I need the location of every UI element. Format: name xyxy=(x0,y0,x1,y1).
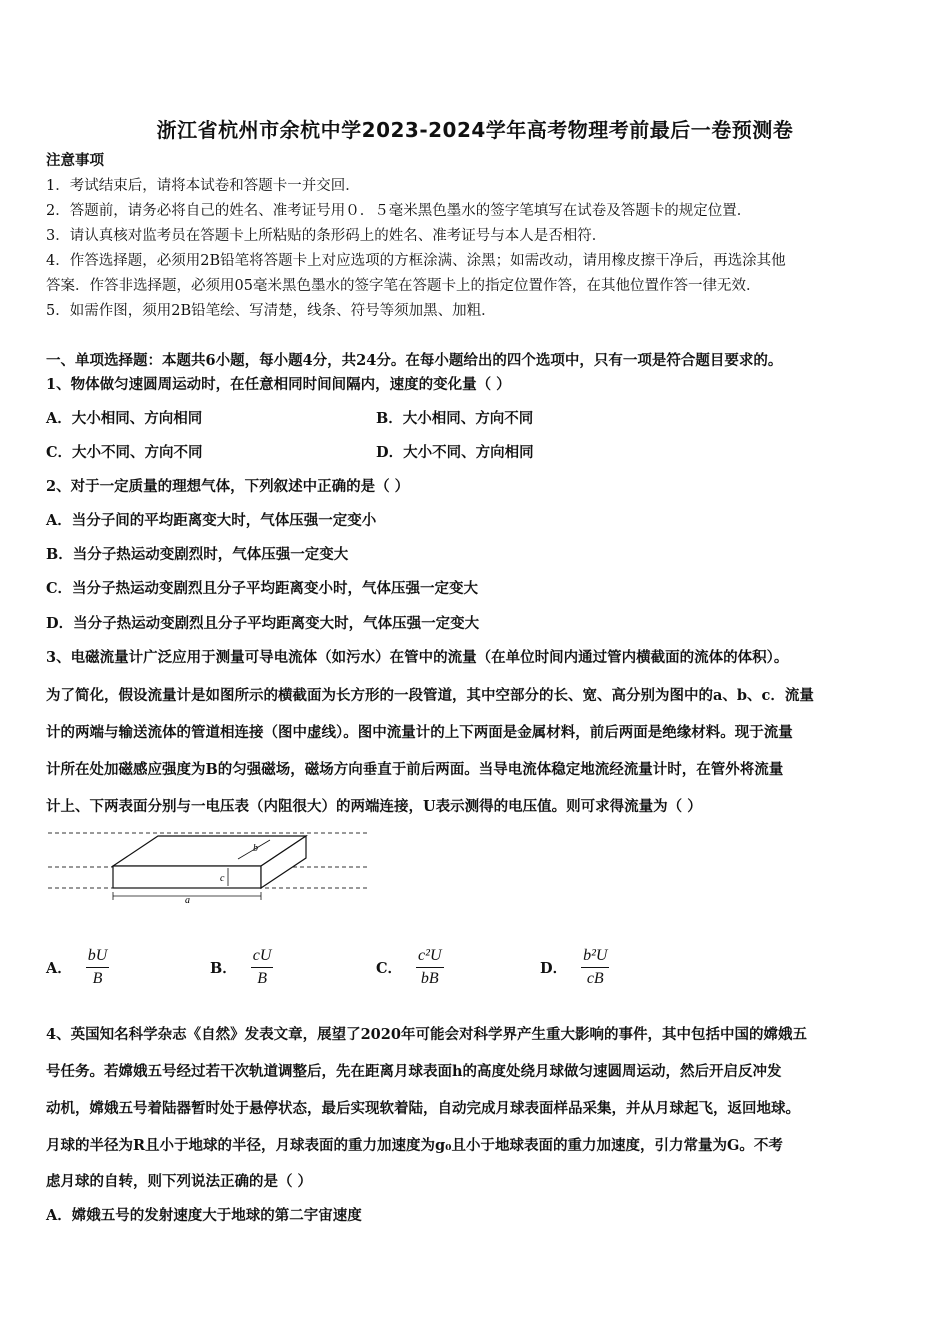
option-fraction xyxy=(251,947,274,988)
box-front-face xyxy=(113,866,261,888)
fraction-denominator: B xyxy=(257,969,267,987)
question-3-option-b xyxy=(210,942,273,992)
question-2-option-a: A．当分子间的平均距离变大时，气体压强一定变小 xyxy=(46,512,377,529)
dimension-a-label: a xyxy=(185,895,190,904)
notice-item: 答案．作答非选择题，必须用05毫米黑色墨水的签字笔在答题卡上的指定位置作答，在其他位置作答一律无效． xyxy=(46,278,761,294)
question-4-line: 号任务。若嫦娥五号经过若干次轨道调整后，先在距离月球表面h的高度处绕月球做匀速圆周运动，然后开启反冲发 xyxy=(46,1063,782,1080)
question-4-line: 动机，嫦娥五号着陆器暂时处于悬停状态，最后实现软着陆，自动完成月球表面样品采集，并从月球起飞，返回地球。 xyxy=(46,1100,800,1117)
question-1-option-a: A．大小相同、方向相同 xyxy=(46,410,203,427)
option-label: A． xyxy=(46,959,72,977)
option-fraction xyxy=(416,947,443,988)
question-4-line: 4、英国知名科学杂志《自然》发表文章，展望了2020年可能会对科学界产生重大影响的事件，其中包括中国的嫦娥五 xyxy=(46,1026,807,1043)
fraction-denominator: cB xyxy=(586,969,604,987)
option-fraction xyxy=(86,947,110,988)
question-1-option-d: D．大小不同、方向相同 xyxy=(376,444,534,461)
fraction-numerator: bU xyxy=(86,947,110,968)
notice-item: 2．答题前，请务必将自己的姓名、准考证号用０．５毫米黑色墨水的签字笔填写在试卷及答题卡的规定位置． xyxy=(46,203,752,219)
section-heading: 一、单项选择题：本题共6小题，每小题4分，共24分。在每小题给出的四个选项中，只有一项是符合题目要求的。 xyxy=(46,352,783,369)
question-1-option-b: B．大小相同、方向不同 xyxy=(376,410,534,427)
question-1-option-c: C．大小不同、方向不同 xyxy=(46,444,203,461)
question-3-line: 计所在处加磁感应强度为B的匀强磁场，磁场方向垂直于前后两面。当导电流体稳定地流经流量计时，在管外将流量 xyxy=(46,761,784,778)
question-3-option-a xyxy=(46,942,109,992)
fraction-numerator: b²U xyxy=(581,947,609,968)
fraction-denominator: bB xyxy=(420,969,439,987)
dimension-c-label: c xyxy=(220,873,225,884)
question-4-line: 虑月球的自转，则下列说法正确的是（ ） xyxy=(46,1173,313,1190)
question-3-line: 3、电磁流量计广泛应用于测量可导电流体（如污水）在管中的流量（在单位时间内通过管内横截面的流体的体积）。 xyxy=(46,649,789,666)
option-fraction xyxy=(581,947,609,988)
question-3-line: 计上、下两表面分别与一电压表（内阻很大）的两端连接，U表示测得的电压值。则可求得流量为（ ） xyxy=(46,798,702,815)
question-1-stem: 1、物体做匀速圆周运动时，在任意相同时间间隔内，速度的变化量（ ） xyxy=(46,376,511,393)
notice-heading: 注意事项 xyxy=(46,152,104,169)
flow-meter-figure xyxy=(48,826,378,904)
option-label: C． xyxy=(376,959,403,977)
question-3-option-d xyxy=(540,942,609,992)
question-2-stem: 2、对于一定质量的理想气体，下列叙述中正确的是（ ） xyxy=(46,478,410,495)
fraction-denominator: B xyxy=(92,969,103,987)
notice-item: 4．作答选择题，必须用2B铅笔将答题卡上对应选项的方框涂满、涂黑；如需改动，请用橡皮擦干净后，再选涂其他 xyxy=(46,253,786,269)
question-2-option-d: D．当分子热运动变剧烈且分子平均距离变大时，气体压强一定变大 xyxy=(46,615,480,632)
option-label: D． xyxy=(540,959,568,977)
question-4-line: 月球的半径为R且小于地球的半径，月球表面的重力加速度为g₀且小于地球表面的重力加速度，引力常量为G。不考 xyxy=(46,1137,783,1154)
fraction-numerator: c²U xyxy=(416,947,443,968)
question-3-option-c xyxy=(376,942,444,992)
question-2-option-b: B．当分子热运动变剧烈时，气体压强一定变大 xyxy=(46,546,349,563)
notice-item: 3．请认真核对监考员在答题卡上所粘贴的条形码上的姓名、准考证号与本人是否相符． xyxy=(46,228,607,244)
page-title: 浙江省杭州市余杭中学2023-2024学年高考物理考前最后一卷预测卷 xyxy=(156,118,794,142)
dimension-b-label: b xyxy=(253,843,258,854)
question-3-line: 计的两端与输送流体的管道相连接（图中虚线）。图中流量计的上下两面是金属材料，前后两面是绝缘材料。现于流量 xyxy=(46,724,793,741)
question-3-line: 为了简化，假设流量计是如图所示的横截面为长方形的一段管道，其中空部分的长、宽、高分别为图中的a、b、c．流量 xyxy=(46,687,814,704)
question-4-option-a: A．嫦娥五号的发射速度大于地球的第二宇宙速度 xyxy=(46,1207,362,1224)
notice-item: 1．考试结束后，请将本试卷和答题卡一并交回． xyxy=(46,178,360,194)
notice-item: 5．如需作图，须用2B铅笔绘、写清楚，线条、符号等须加黑、加粗． xyxy=(46,303,496,319)
question-2-option-c: C．当分子热运动变剧烈且分子平均距离变小时，气体压强一定变大 xyxy=(46,580,479,597)
option-label: B． xyxy=(210,959,237,977)
fraction-numerator: cU xyxy=(251,947,274,968)
